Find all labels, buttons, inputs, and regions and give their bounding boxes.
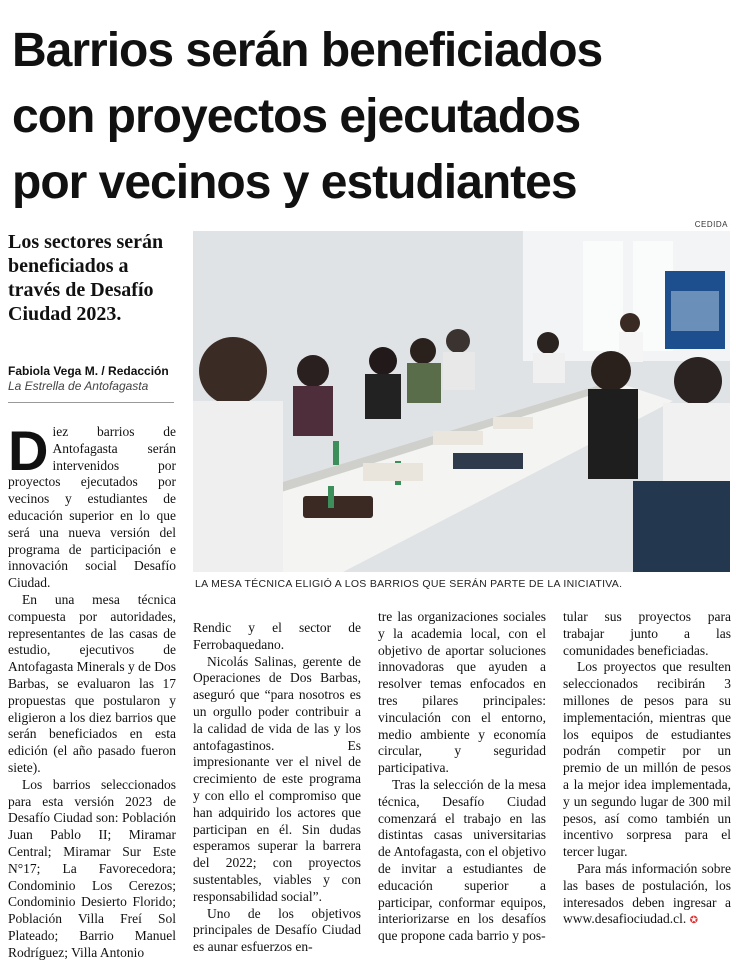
end-mark-icon: ✪ xyxy=(689,915,698,927)
paragraph xyxy=(8,419,176,592)
byline-divider xyxy=(8,402,174,403)
paragraph: tre las organizaciones sociales y la academia local, con el objetivo de aportar soluciones innovadoras que ayuden a resolver temas enfocados en tres pilares principales: vinculación con el entorno, medio ambiente y economía circular, y seguridad participativa. xyxy=(378,609,546,776)
headline-line-3: por vecinos y estudiantes xyxy=(12,156,577,209)
body-column-2 xyxy=(193,620,361,970)
paragraph xyxy=(563,861,731,930)
drop-cap: D xyxy=(8,419,49,482)
paragraph-text: Para más información sobre las bases de postulación, los interesados deben ingresar a www.desafiociudad.cl. xyxy=(563,860,731,927)
paragraph: Uno de los objetivos principales de Desafío Ciudad es aunar esfuerzos en- xyxy=(193,905,361,955)
body-column-1 xyxy=(8,419,176,969)
body-column-4 xyxy=(563,609,731,970)
headline-line-1: Barrios serán beneficiados xyxy=(12,24,603,77)
paragraph: Los barrios seleccionados para esta versión 2023 de Desafío Ciudad son: Población Juan Pablo II; Miramar Central; Miramar Sur Este N°17; La Favorecedora; Condominio Los Cerezos; Condominio Desierto Florido; Población Villa Freí Sol Plateado; Barrio Manuel Rodríguez; Villa Antonio xyxy=(8,776,176,960)
paragraph: tular sus proyectos para trabajar junto a las comunidades beneficiadas. xyxy=(563,609,731,658)
photo-caption: LA MESA TÉCNICA ELIGIÓ A LOS BARRIOS QUE SERÁN PARTE DE LA INICIATIVA. xyxy=(195,578,623,590)
paragraph: Los proyectos que resulten seleccionados recibirán 3 millones de pesos para su implementación, mientras que los equipos de estudiantes podrán competir por un premio de un millón de pesos a la mejor idea implementada, y un segundo lugar de 300 mil pesos, así como también un incentivo sorpresa para el tercer lugar. xyxy=(563,659,731,860)
byline-author: Fabiola Vega M. / Redacción xyxy=(8,364,169,378)
byline-outlet: La Estrella de Antofagasta xyxy=(8,379,149,393)
article-photo xyxy=(193,231,730,572)
lede: Los sectores serán beneficiados a través de Desafío Ciudad 2023. xyxy=(8,231,164,325)
photo-credit: CEDIDA xyxy=(694,220,728,229)
body-column-3 xyxy=(378,609,546,970)
byline xyxy=(8,364,184,394)
paragraph: Tras la selección de la mesa técnica, Desafío Ciudad comenzará el trabajo en las distintas casas universitarias de Antofagasta, con el objetivo de invitar a estudiantes de educación superior a participar, conformar equipos, interiorizarse en los desafíos que propone cada barrio y pos- xyxy=(378,776,546,944)
paragraph-text: iez barrios de Antofagasta serán intervenidos por proyectos ejecutados por vecinos y estudiantes de educación superior en lo que será una nueva versión del programa de participación e innovación social Desafío Ciudad. xyxy=(8,424,176,591)
paragraph: En una mesa técnica compuesta por autoridades, representantes de las casas de estudio, ejecutivos de Antofagasta Minerals y de Dos Barbas, se evaluaron las 17 propuestas que postularon y eligieron a los diez barrios que serán beneficiados en esta edición (el año pasado fueron siete). xyxy=(8,591,176,775)
paragraph: Nicolás Salinas, gerente de Operaciones de Dos Barbas, aseguró que “para nosotros es un orgullo poder contribuir a la calidad de vida de las y los antofagastinos. Es impresionante ver el nivel de crecimiento de este programa y con ello el compromiso que han adquirido los actores que participan en él. Sin dudas esperamos superar la barrera del 2022; con proyectos sustentables, viables y con responsabilidad social”. xyxy=(193,653,361,904)
paragraph: Rendic y el sector de Ferrobaquedano. xyxy=(193,620,361,652)
headline xyxy=(12,18,728,216)
headline-line-2: con proyectos ejecutados xyxy=(12,90,581,143)
